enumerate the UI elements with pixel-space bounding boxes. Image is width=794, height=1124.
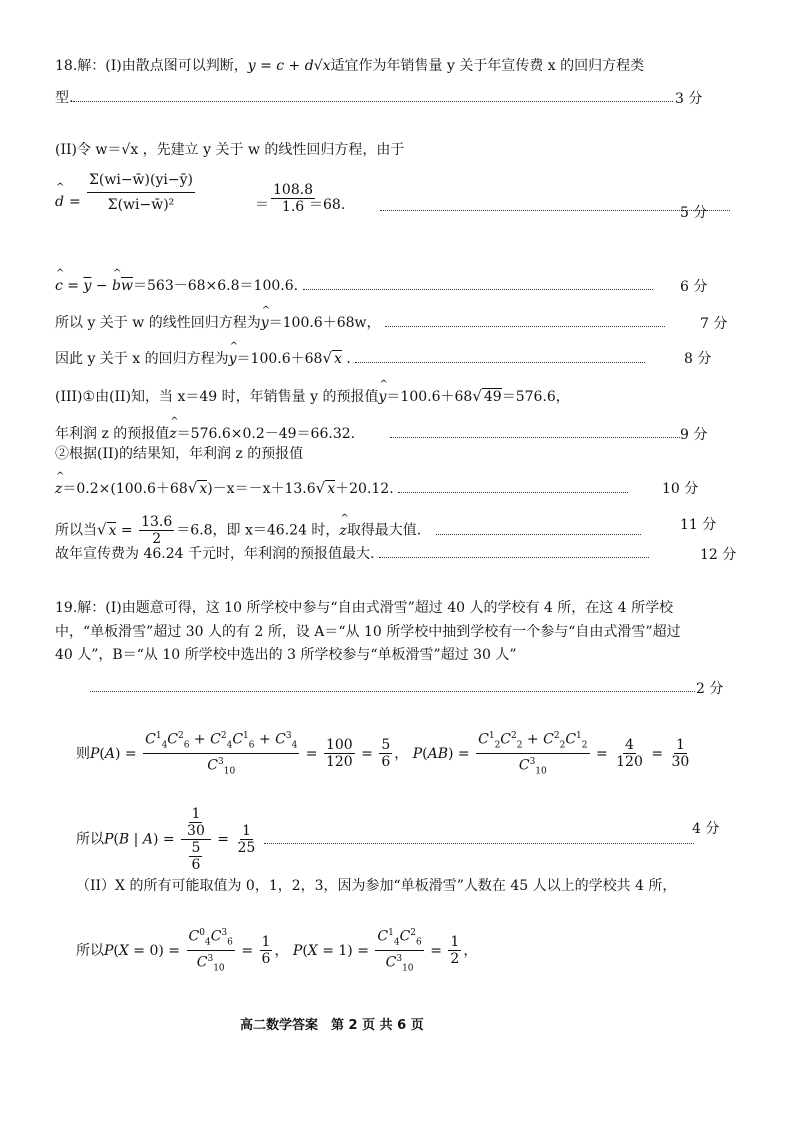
q18-end-10b: ＋20.12. (335, 481, 394, 497)
score-10: 10 分 (662, 481, 699, 497)
frac-num: 1 (191, 806, 201, 822)
q18-frac-11 (139, 514, 174, 547)
q19-pA-line: 则P(A) = $\frac{C^1_4C^2_6 + C^2_4C^1_6 + C^3_4}{C^3_{10}}$ = $\frac{100}{120}$ = $\frac{5}{6}$ ， P(AB) = $\frac{C^1_2C^2_2 + C^2_2C^1_2}{C^3_{10}}$ = $\frac{4}{120}$ = $\frac{1}{30}$ (76, 728, 693, 780)
px1-combo: $\frac{C^1_4C^2_6}{C^3_{10}}$ (375, 925, 423, 977)
q18-text-9a: (III)①由(II)知，当 x＝49 时，年销售量 y 的预报值 (55, 389, 379, 405)
q18-line-7 (55, 313, 665, 333)
q18-text-11: 所以当 (55, 522, 97, 539)
frac-den: 25 (237, 840, 256, 856)
frac-num: 5 (191, 840, 201, 856)
score-12: 12 分 (700, 547, 737, 563)
pA-lead: 则 (76, 745, 90, 762)
q18-line-3: (II)令 w＝√x ，先建立 y 关于 w 的线性回归方程，由于 (55, 142, 405, 158)
frac-den: 2 (450, 951, 460, 968)
frac-den: 120 (616, 754, 643, 771)
eq-sign-2: ＝ (255, 197, 269, 213)
dots (90, 681, 695, 692)
d-fraction (87, 168, 195, 217)
frac-den: 6 (381, 754, 391, 771)
frac-num: 4 (625, 737, 634, 754)
frac-num: 100 (325, 737, 353, 754)
dots (379, 547, 649, 558)
d-denominator: Σ(wi−w̄)² (107, 197, 175, 213)
px-lead: 所以 (76, 942, 104, 959)
q19-line-2: 中，“单板滑雪”超过 30 人的有 2 所，设 A＝“从 10 所学校中抽到学校有一个参与“自由式滑雪”超过 (55, 624, 681, 640)
q18-line-8: 因此 y 关于 x 的回归方程为^ y＝100.6＋68√ x . (55, 348, 645, 369)
q18-text-8: 因此 y 关于 x 的回归方程为 (55, 351, 229, 367)
frac-num: 1 (261, 934, 271, 951)
z-hat: ^ z (169, 424, 176, 444)
pBA-lead: 所以 (76, 831, 104, 848)
pAB-frac2 (670, 737, 692, 770)
q18-text-2: 型. (55, 90, 74, 106)
q19-pBA-line: 所以P(B | A) = $\frac{\frac{1}{30}}{\frac{5}{6}}$ = $\frac{1}{25}$ (76, 806, 694, 873)
frac-den: 30 (671, 754, 690, 771)
q18-end-11: 取得最大值. (346, 522, 422, 539)
dots (73, 91, 673, 102)
q18-text-1: 18.解：(I)由散点图可以判断， (55, 58, 248, 74)
d-frac-num: 108.8 (273, 182, 314, 198)
px0-combo: $\frac{C^0_4C^3_6}{C^3_{10}}$ (187, 925, 235, 977)
dots (264, 833, 694, 844)
score-11: 11 分 (680, 517, 717, 533)
d-frac-den: 1.6 (281, 199, 305, 215)
z-hat: ^ z (339, 521, 346, 541)
score-9: 9 分 (680, 427, 708, 443)
dots (398, 482, 628, 493)
q18-val-9a: ＝576.6， (501, 389, 570, 405)
score-5: 5 分 (680, 205, 708, 221)
dots (385, 316, 665, 327)
frac-num: 5 (381, 737, 391, 754)
c-eq: ＝563－68×6.8＝100.6. (133, 278, 299, 294)
q18-line-10b: ^ z＝0.2×(100.6＋68√ x)－x＝－x＋13.6√ x＋20.12. (55, 478, 628, 499)
dots (303, 279, 653, 290)
q19-line-x: （II）X 的所有可能取值为 0，1，2，3，因为参加“单板滑雪”人数在 45 人以上的学校共 4 所， (76, 878, 677, 894)
frac-num: 13.6 (141, 514, 173, 530)
q19-dots-line (90, 678, 695, 698)
page-footer: 高二数学答案 第 2 页 共 6 页 (240, 1018, 424, 1033)
dots (355, 352, 645, 363)
pA-combo: $\frac{C^1_4C^2_6 + C^2_4C^1_6 + C^3_4}{C^3_{10}}$ (143, 728, 299, 780)
q19-line-3: 40 人”，B＝“从 10 所学校中选出的 3 所学校参与“单板滑雪”超过 30 人” (55, 647, 517, 663)
q18-line-9a: (III)①由(II)知，当 x＝49 时，年销售量 y 的预报值^ y＝100.6＋68√ 49＝576.6， (55, 386, 570, 407)
q19-line-1: 19.解：(I)由题意可得，这 10 所学校中参与“自由式滑雪”超过 40 人的学校有 4 所，在这 4 所学校 (55, 600, 674, 616)
frac-den: 120 (325, 754, 353, 771)
px0-frac (260, 934, 273, 967)
q18-line-10a: ②根据(II)的结果知，年利润 z 的预报值 (55, 446, 304, 462)
y-hat: ^ y (261, 313, 269, 333)
q18-eq-7: ＝100.6＋68w， (268, 315, 381, 331)
z-hat: ^ z (55, 479, 62, 499)
d-numerator: Σ(wi−w̄)(yi−ȳ) (87, 168, 195, 193)
pAB-combo: $\frac{C^1_2C^2_2 + C^2_2C^1_2}{C^3_{10}}$ (476, 728, 589, 780)
q18-line-12 (55, 544, 649, 564)
q18-eq-9b: ＝576.6×0.2－49＝66.32. (176, 426, 356, 442)
score-3: 3 分 (675, 91, 703, 107)
pAB-frac1 (614, 737, 645, 770)
frac-num: 1 (241, 823, 251, 839)
pBA-nested (181, 806, 211, 873)
dots (436, 524, 641, 535)
q18-c-line: ^ $c = \overline{y}$ − ^ $b\overline{w}=563-68\times 6.8=100.6$. (55, 276, 653, 296)
d-hat: ^ d (55, 194, 64, 210)
q18-line-1 (55, 56, 644, 76)
frac-den: 6 (261, 951, 271, 968)
q18-text-12: 故年宣传费为 46.24 千元时，年利润的预报值最大. (55, 546, 375, 562)
q18-formula-1: y = c + d√x (247, 58, 331, 74)
y-hat: ^ y (229, 349, 237, 369)
q19-px-line: 所以P(X = 0) = $\frac{C^0_4C^3_6}{C^3_{10}}$ = $\frac{1}{6}$ ， P(X = 1) = $\frac{C^1_4C^2_6}{C^3_{10}}$ = $\frac{1}{2}$ ， (76, 925, 477, 977)
px1-frac (448, 934, 461, 967)
pA-frac1 (324, 737, 355, 770)
q18-eq-8: ＝100.6＋68 (236, 351, 323, 367)
frac-num: 1 (675, 737, 685, 754)
eq-sign: = (69, 194, 81, 210)
pBA-result (236, 823, 258, 856)
pA-frac2 (379, 737, 392, 770)
dots (380, 200, 730, 211)
y-hat: ^ y (378, 387, 386, 407)
q18-eq-11: ＝6.8，即 x＝46.24 时， (176, 522, 340, 539)
q18-text-1b: 适宜作为年销售量 y 关于年宣传费 x 的回归方程类 (330, 58, 645, 74)
q18-text-9b: 年利润 z 的预报值 (55, 426, 170, 442)
q18-line-2 (55, 88, 673, 108)
c-hat: ^ c (55, 276, 63, 296)
score-7: 7 分 (700, 316, 728, 332)
q18-eq-9a: ＝100.6＋68 (386, 389, 473, 405)
q18-tail-10b: )－x＝－x＋13.6 (207, 481, 316, 497)
score-6: 6 分 (680, 279, 708, 295)
dots (390, 427, 680, 438)
d-result: ＝68. (309, 197, 346, 213)
frac-num: 1 (450, 934, 460, 951)
score-2: 2 分 (696, 681, 724, 697)
q18-text-10b: ＝0.2×(100.6＋68 (62, 481, 188, 497)
frac-den: 6 (191, 857, 201, 873)
q18-text-7: 所以 y 关于 w 的线性回归方程为 (55, 315, 261, 331)
frac-den: 2 (152, 531, 162, 547)
frac-den: 30 (187, 823, 205, 839)
q18-line-11: 所以当√ x = $\frac{13.6}{2}$ ＝6.8，即 x＝46.24 时，^ z取得最大值. (55, 514, 641, 547)
score-4: 4 分 (692, 821, 720, 837)
score-8: 8 分 (684, 351, 712, 367)
q18-line-9b (55, 424, 680, 444)
